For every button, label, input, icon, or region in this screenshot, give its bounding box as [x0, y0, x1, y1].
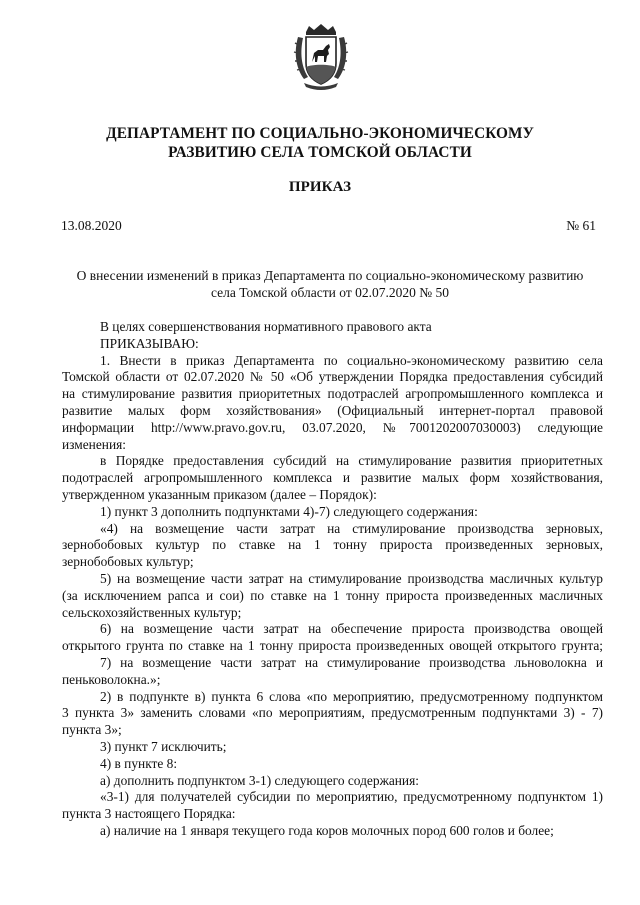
body-line: 4) в пункте 8:: [100, 755, 178, 771]
order-date: 13.08.2020: [61, 218, 122, 233]
body-line: В целях совершенствования нормативного правового акта: [100, 319, 432, 334]
body-line: «4) на возмещение части затрат на стимулирование производства зерновых,: [100, 520, 603, 536]
body-line: 7) на возмещение части затрат на стимулирование производства льноволокна и: [100, 654, 603, 670]
subject-line: села Томской области от 02.07.2020 № 50: [211, 284, 449, 300]
body-line: зернобобовых культур;: [62, 554, 194, 570]
body-line: 3) пункт 7 исключить;: [100, 738, 227, 754]
order-number: № 61: [566, 218, 596, 233]
body-line: 5) на возмещение части затрат на стимулирование производства масличных культур: [100, 570, 603, 586]
body-line: изменения:: [62, 436, 127, 452]
body-line: утвержденном указанным приказом (далее – Порядок):: [62, 486, 377, 502]
department-title-line-2: РАЗВИТИЮ СЕЛА ТОМСКОЙ ОБЛАСТИ: [168, 144, 472, 161]
subject-line: О внесении изменений в приказ Департамента по социально-экономическому развитию: [76, 268, 584, 283]
body-line: развитие малых форм хозяйствования» (Официальный интернет-портал правовой: [62, 402, 603, 418]
body-line: «3-1) для получателей субсидии по мероприятию, предусмотренному подпунктом 1): [100, 789, 603, 805]
body-line: зернобобовых культур по ставке на 1 тонну прироста произведенных зерновых,: [62, 537, 603, 553]
order-body: [62, 319, 603, 840]
body-line: сельскохозяйственных культур;: [62, 604, 242, 620]
body-line: ПРИКАЗЫВАЮ:: [100, 335, 199, 351]
coat-of-arms-tomsk-icon: [292, 23, 350, 91]
body-line: 1. Внести в приказ Департамента по социально-экономическому развитию села: [100, 352, 603, 368]
body-line: в Порядке предоставления субсидий на стимулирование развития приоритетных: [100, 453, 603, 469]
body-line: Томской области от 02.07.2020 № 50 «Об утверждении Порядка предоставления субсидий: [62, 369, 603, 385]
body-line: 3 пункта 3» заменить словами «по мероприятиям, предусмотренным подпунктами 3) - 7): [62, 705, 603, 721]
document-type-title: ПРИКАЗ: [288, 179, 352, 195]
body-line: подотраслей агропромышленного комплекса и развитие малых форм хозяйствования,: [62, 470, 603, 486]
body-line: информации http://www.pravo.gov.ru, 03.07.2020, №7001202007030003) следующие: [62, 419, 603, 435]
body-line: пункта 3»;: [62, 722, 122, 738]
body-line: пункта 3 настоящего Порядка:: [62, 806, 236, 822]
body-line: (за исключением рапса и сои) по ставке на 1 тонну прироста произведенных масличных: [62, 587, 603, 603]
department-title-line-1: ДЕПАРТАМЕНТ ПО СОЦИАЛЬНО-ЭКОНОМИЧЕСКОМУ: [106, 125, 534, 142]
body-line: открытого грунта по ставке на 1 тонну прироста произведенных овощей открытого грунта;: [62, 638, 603, 654]
order-subject: [62, 268, 598, 301]
body-line: а) дополнить подпунктом 3-1) следующего содержания:: [100, 772, 419, 788]
body-line: 6) на возмещение части затрат на обеспечение прироста производства овощей: [100, 621, 603, 637]
body-line: а) наличие на 1 января текущего года коров молочных пород 600 голов и более;: [100, 822, 554, 838]
body-line: на стимулирование развития приоритетных подотраслей агропромышленного комплекса и: [62, 386, 603, 402]
body-line: 2) в подпункте в) пункта 6 слова «по мероприятию, предусмотренному подпунктом: [100, 688, 603, 704]
body-line: 1) пункт 3 дополнить подпунктами 4)-7) следующего содержания:: [100, 503, 478, 519]
body-line: пеньковолокна.»;: [62, 671, 161, 687]
